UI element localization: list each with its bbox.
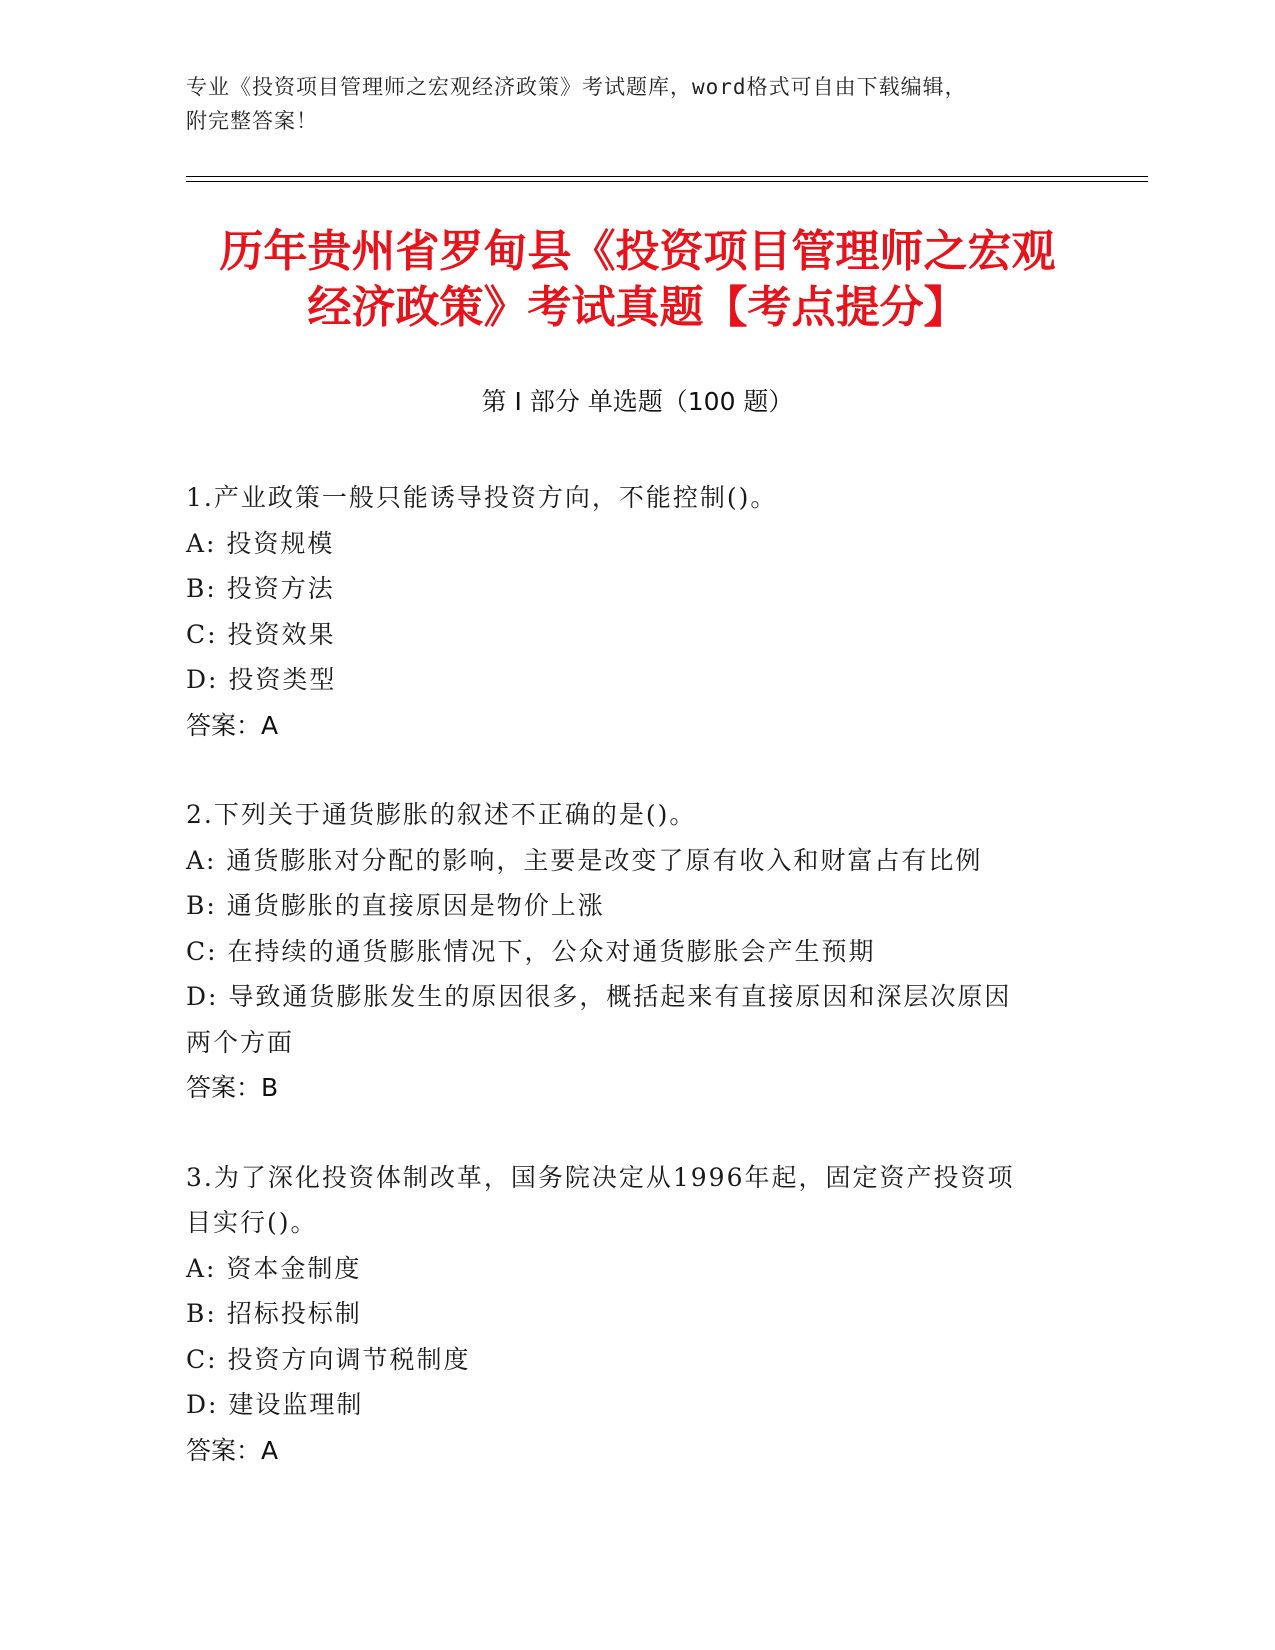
option-a: A: 通货膨胀对分配的影响，主要是改变了原有收入和财富占有比例 [186, 845, 983, 875]
question-1 [186, 475, 1076, 748]
option-b: B: 投资方法 [186, 574, 335, 603]
option-d: D: 投资类型 [186, 665, 337, 694]
answer: 答案：A [186, 710, 279, 740]
header-note-line-2: 附完整答案！ [186, 109, 318, 133]
answer: 答案：A [186, 1435, 279, 1465]
question-stem: 1.产业政策一般只能诱导投资方向，不能控制()。 [186, 483, 778, 512]
header-divider-top [186, 176, 1148, 177]
document-title [160, 224, 1115, 336]
option-d: D: 导致通货膨胀发生的原因很多，概括起来有直接原因和深层次原因 [186, 982, 1012, 1011]
header-divider-bottom [186, 181, 1148, 182]
header-note [186, 70, 1086, 138]
question-stem: 3.为了深化投资体制改革，国务院决定从1996年起，固定资产投资项 [186, 1162, 1015, 1192]
option-c: C: 投资效果 [186, 619, 336, 649]
document-title-line-1: 历年贵州省罗甸县《投资项目管理师之宏观 [219, 226, 1056, 277]
question-list [186, 475, 1076, 1517]
question-2 [186, 792, 1076, 1111]
option-c: C: 投资方向调节税制度 [186, 1344, 471, 1374]
question-stem-continued: 目实行()。 [186, 1208, 318, 1237]
option-a: A: 投资规模 [186, 528, 335, 558]
section-heading: 第 I 部分 单选题（100 题） [481, 387, 794, 416]
option-a: A: 资本金制度 [186, 1253, 362, 1283]
option-d-continued: 两个方面 [186, 1027, 295, 1057]
option-d: D: 建设监理制 [186, 1390, 364, 1419]
document-title-line-2: 经济政策》考试真题【考点提分】 [307, 282, 968, 333]
option-c: C: 在持续的通货膨胀情况下，公众对通货膨胀会产生预期 [186, 936, 876, 966]
option-b: B: 通货膨胀的直接原因是物价上涨 [186, 891, 605, 920]
answer: 答案：B [186, 1073, 279, 1102]
header-note-line-1: 专业《投资项目管理师之宏观经济政策》考试题库，word格式可自由下载编辑， [186, 75, 967, 99]
question-stem: 2.下列关于通货膨胀的叙述不正确的是()。 [186, 800, 697, 829]
question-3 [186, 1155, 1076, 1474]
option-b: B: 招标投标制 [186, 1299, 362, 1328]
